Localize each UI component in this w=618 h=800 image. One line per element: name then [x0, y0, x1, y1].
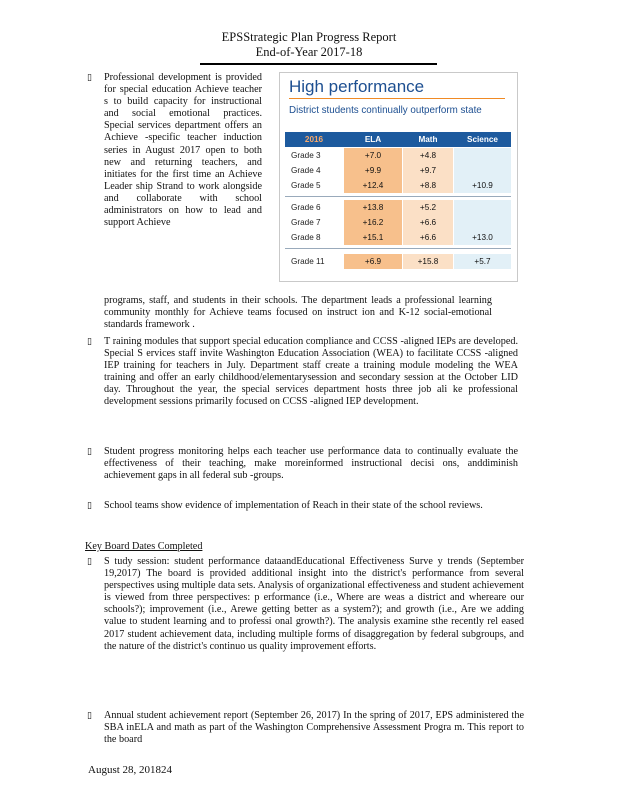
paragraph-training-modules: T raining modules that support special education compliance and CCSS -aligned IEPs are developed. Special S ervices staff invite Washington Education Association (WEA) to facilitate CCSS -aligned IEP training for teachers in July. Department staff create a training module modeling the WEA training and offer an early childhood/elementarysession and secondary session at the October LID day. Throughout the year, the special services department hosts three job ali ke professional development sessions primarily focused on CCSS -aligned IEP development. [104, 336, 518, 408]
table-row [285, 230, 511, 245]
bullet-icon: ▯ [87, 336, 92, 346]
science-value: +5.7 [454, 254, 511, 269]
table-row [285, 254, 511, 269]
paragraph-study-session: S tudy session: student performance dataandEducational Effectiveness Surve y trends (September 19,2017) The board is provided additional insight into the district's performance from several perspectives using multiple data sets. Analysis of organizational effectiveness and student achievement is viewed from three perspectives: p erformance (i.e., Where are weas a district and whereare our schools?); improvement (i.e., Arewe getting better as a system?); and growth (i.e., Are we adding value to student learning and to professi onal growth?). The analysis examine sthe recently rel eased 2017 student achievement data, including multiple forms of disaggregation by federal subgroups, and the nature of the district's continuo us quality improvement efforts. [104, 556, 524, 652]
report-subtitle: End-of-Year 2017-18 [255, 45, 363, 59]
high-performance-figure [279, 72, 518, 282]
bullet-icon: ▯ [87, 710, 92, 720]
grade-label: Grade 11 [285, 254, 343, 269]
bullet-icon: ▯ [87, 556, 92, 566]
ela-value: +9.9 [344, 163, 402, 178]
science-value [454, 163, 511, 178]
key-board-dates-heading: Key Board Dates Completed [85, 541, 203, 552]
header-science: Science [454, 132, 511, 147]
table-row [285, 148, 511, 163]
science-value [454, 148, 511, 163]
grade-label: Grade 7 [285, 215, 343, 230]
table-divider [285, 248, 511, 249]
table-row [285, 200, 511, 215]
bullet-icon: ▯ [87, 72, 92, 82]
ela-value: +12.4 [344, 178, 402, 193]
paragraph-progress-monitoring: Student progress monitoring helps each teacher use performance data to continually evaluate the effectiveness of their teaching, make moreinformed instructional decisi ons, anddiminish achievement gaps in all federal sub -groups. [104, 446, 518, 482]
bullet-icon: ▯ [87, 446, 92, 456]
grade-label: Grade 5 [285, 178, 343, 193]
figure-subtitle: District students continually outperform state [289, 105, 482, 116]
paragraph-school-teams: School teams show evidence of implementation of Reach in their state of the school reviews. [104, 500, 483, 511]
science-value [454, 215, 511, 230]
bullet-icon: ▯ [87, 500, 92, 510]
paragraph-professional-development: Professional development is provided for special education Achieve teacher s to build capacity for instructional and social emotional practices. Special services department offers an Achieve -specific teacher induction series in August 2017 open to both new and returning teachers, and initiates for the first time an Achieve Leader ship Strand to work alongside and collaborate with school administrators on how to lead and support Achieve [104, 72, 262, 229]
paragraph-professional-development-continued: programs, staff, and students in their schools. The department leads a professional learning community monthly for Achieve teams focused on instruct ion and K-12 social-emotional standards framework . [104, 295, 492, 331]
science-value: +13.0 [454, 230, 511, 245]
page-footer-date: August 28, 201824 [88, 764, 173, 776]
header-math: Math [403, 132, 453, 147]
ela-value: +6.9 [344, 254, 402, 269]
math-value: +15.8 [403, 254, 453, 269]
science-value [454, 200, 511, 215]
math-value: +8.8 [403, 178, 453, 193]
ela-value: +16.2 [344, 215, 402, 230]
table-divider [285, 196, 511, 197]
math-value: +6.6 [403, 230, 453, 245]
math-value: +5.2 [403, 200, 453, 215]
math-value: +6.6 [403, 215, 453, 230]
table-header-row [285, 132, 511, 147]
paragraph-annual-report: Annual student achievement report (September 26, 2017) In the spring of 2017, EPS administered the SBA inELA and math as part of the Washington Comprehensive Assessment Progra m. This report to the board [104, 710, 524, 746]
science-value: +10.9 [454, 178, 511, 193]
grade-label: Grade 3 [285, 148, 343, 163]
table-row [285, 215, 511, 230]
figure-title-rule [289, 98, 505, 99]
math-value: +9.7 [403, 163, 453, 178]
header-ela: ELA [344, 132, 402, 147]
ela-value: +15.1 [344, 230, 402, 245]
math-value: +4.8 [403, 148, 453, 163]
ela-value: +13.8 [344, 200, 402, 215]
header-year: 2016 [285, 132, 343, 147]
grade-label: Grade 6 [285, 200, 343, 215]
table-row [285, 178, 511, 193]
report-title: EPSStrategic Plan Progress Report [221, 30, 397, 44]
grade-label: Grade 8 [285, 230, 343, 245]
ela-value: +7.0 [344, 148, 402, 163]
table-row [285, 163, 511, 178]
grade-label: Grade 4 [285, 163, 343, 178]
figure-title: High performance [289, 77, 425, 96]
title-underline [200, 63, 437, 65]
